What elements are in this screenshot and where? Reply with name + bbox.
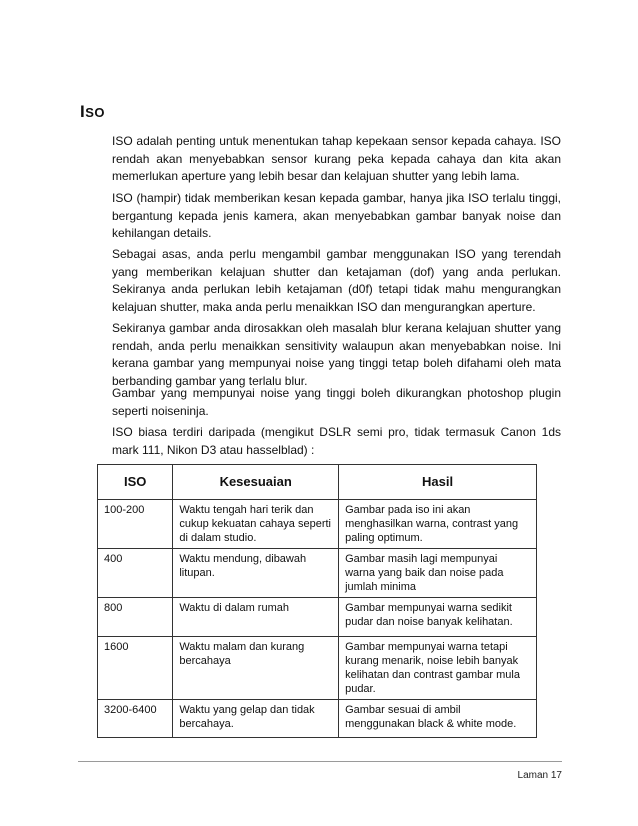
table-row bbox=[98, 549, 537, 598]
iso-table bbox=[97, 464, 537, 738]
table-row bbox=[98, 700, 537, 738]
table-cell: Waktu yang gelap dan tidak bercahaya. bbox=[173, 700, 339, 738]
paragraph-iso-effect: ISO (hampir) tidak memberikan kesan kepada gambar, hanya jika ISO terlalu tinggi, bergantung kepada jenis kamera, akan menyebabkan gambar banyak noise dan kehilangan details. bbox=[112, 191, 561, 241]
paragraph-iso-noise: Gambar yang mempunyai noise yang tinggi boleh dikurangkan photoshop plugin seperti noiseninja. bbox=[112, 386, 561, 418]
column-header-kesesuaian: Kesesuaian bbox=[173, 465, 339, 500]
table-header-row bbox=[98, 465, 537, 500]
table-cell: Gambar sesuai di ambil menggunakan black & white mode. bbox=[339, 700, 537, 738]
paragraph-iso-common: ISO biasa terdiri daripada (mengikut DSLR semi pro, tidak termasuk Canon 1ds mark 111, Nikon D3 atau hasselblad) : bbox=[112, 425, 561, 457]
table-cell: Waktu mendung, dibawah litupan. bbox=[173, 549, 339, 598]
table-row bbox=[98, 637, 537, 700]
paragraph-iso-basics: Sebagai asas, anda perlu mengambil gambar menggunakan ISO yang terendah yang memberikan kelajuan shutter dan ketajaman (dof) yang anda perlukan. Sekiranya anda perlukan lebih ketajaman (d0f) tetapi tidak mahu mengurangkan kelajuan shutter, maka anda perlu menaikkan ISO dan mengurangkan aperture. bbox=[112, 247, 561, 314]
table-cell: 3200-6400 bbox=[98, 700, 173, 738]
table-row bbox=[98, 598, 537, 637]
table-cell: Waktu tengah hari terik dan cukup kekuatan cahaya seperti di dalam studio. bbox=[173, 500, 339, 549]
table-cell: Gambar mempunyai warna sedikit pudar dan noise banyak kelihatan. bbox=[339, 598, 537, 637]
heading-initial: I bbox=[80, 102, 86, 121]
table-cell: 1600 bbox=[98, 637, 173, 700]
table-cell: Gambar masih lagi mempunyai warna yang baik dan noise pada jumlah minima bbox=[339, 549, 537, 598]
column-header-iso: ISO bbox=[98, 465, 173, 500]
table-cell: 800 bbox=[98, 598, 173, 637]
table-cell: Gambar pada iso ini akan menghasilkan warna, contrast yang paling optimum. bbox=[339, 500, 537, 549]
table-cell: Waktu di dalam rumah bbox=[173, 598, 339, 637]
column-header-hasil: Hasil bbox=[339, 465, 537, 500]
section-heading bbox=[80, 102, 105, 122]
page-number: Laman 17 bbox=[517, 770, 562, 781]
paragraph-iso-blur: Sekiranya gambar anda dirosakkan oleh masalah blur kerana kelajuan shutter yang rendah, anda perlu menaikkan sensitivity walaupun akan menyebabkan noise. Ini kerana gambar yang mempunyai noise yang tinggi tetap boleh difahami oleh mata berbanding gambar yang terlalu blur. bbox=[112, 321, 561, 388]
table-cell: 100-200 bbox=[98, 500, 173, 549]
footer-divider bbox=[78, 761, 562, 762]
table-cell: Waktu malam dan kurang bercahaya bbox=[173, 637, 339, 700]
table-cell: Gambar mempunyai warna tetapi kurang menarik, noise lebih banyak kelihatan dan contrast gambar mula pudar. bbox=[339, 637, 537, 700]
paragraph-iso-intro: ISO adalah penting untuk menentukan tahap kepekaan sensor kepada cahaya. ISO rendah akan menyebabkan sensor kurang peka kepada cahaya dan kita akan memerlukan aperture yang lebih besar dan kelajuan shutter yang lebih lama. bbox=[112, 134, 561, 184]
table-cell: 400 bbox=[98, 549, 173, 598]
table-row bbox=[98, 500, 537, 549]
heading-rest: SO bbox=[85, 105, 106, 120]
